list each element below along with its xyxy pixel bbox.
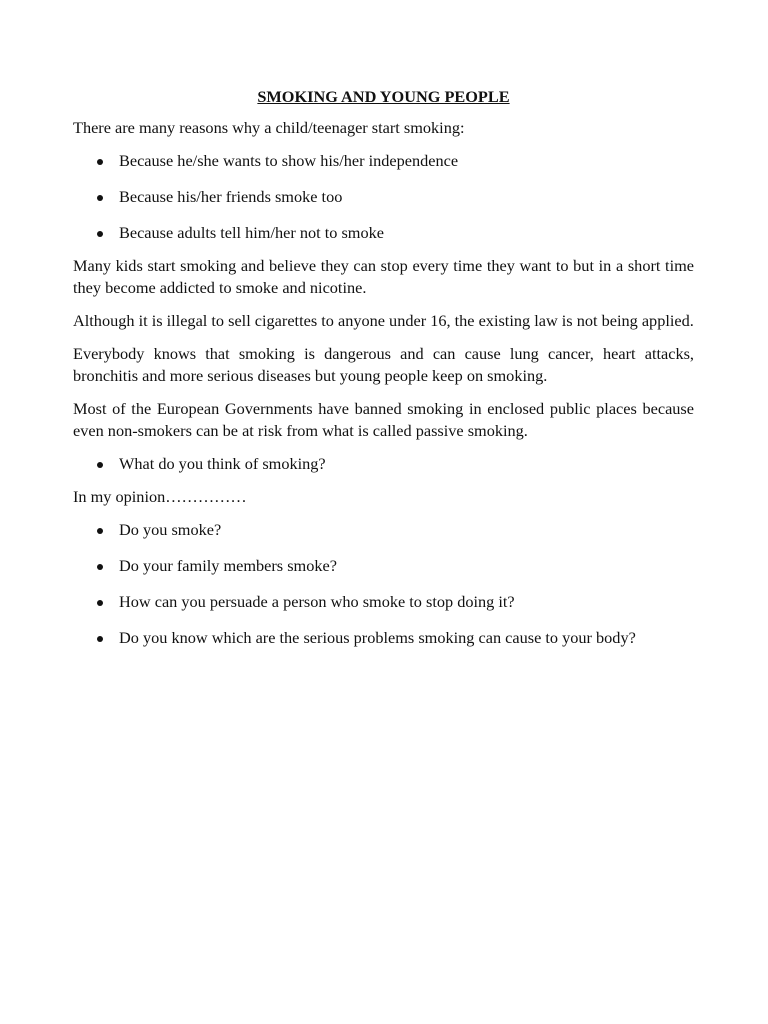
list-item — [73, 555, 694, 577]
list-item-text: Because he/she wants to show his/her independence — [119, 151, 459, 170]
bullet-icon — [97, 600, 103, 606]
list-item — [73, 519, 694, 541]
intro-paragraph: There are many reasons why a child/teenager start smoking: — [73, 118, 465, 137]
list-item-text: Do you smoke? — [119, 520, 222, 539]
bullet-icon — [97, 231, 103, 237]
list-item-text: Do your family members smoke? — [119, 556, 337, 575]
list-item-text: Do you know which are the serious problems smoking can cause to your body? — [119, 628, 636, 647]
list-item — [73, 222, 694, 244]
body-paragraph: Although it is illegal to sell cigarettes to anyone under 16, the existing law is not being applied. — [73, 311, 694, 330]
document-page — [73, 86, 694, 663]
list-item — [73, 591, 694, 613]
page-title: SMOKING AND YOUNG PEOPLE — [257, 87, 510, 106]
list-item — [73, 150, 694, 172]
body-paragraph: Most of the European Governments have banned smoking in enclosed public places because even non-smokers can be at risk from what is called passive smoking. — [73, 399, 694, 440]
bullet-icon — [97, 564, 103, 570]
list-item-text: How can you persuade a person who smoke to stop doing it? — [119, 592, 515, 611]
list-item-text: Because his/her friends smoke too — [119, 187, 343, 206]
bullet-icon — [97, 159, 103, 165]
list-item-text: Because adults tell him/her not to smoke — [119, 223, 384, 242]
bullet-icon — [97, 528, 103, 534]
opinion-question-list — [73, 453, 694, 475]
list-item — [73, 627, 694, 649]
bullet-icon — [97, 462, 103, 468]
reasons-list — [73, 150, 694, 244]
body-paragraph: Everybody knows that smoking is dangerous and can cause lung cancer, heart attacks, bronchitis and more serious diseases but young people keep on smoking. — [73, 344, 694, 385]
opinion-prompt: In my opinion…………… — [73, 487, 247, 506]
bullet-icon — [97, 636, 103, 642]
questions-list — [73, 519, 694, 649]
body-paragraph: Many kids start smoking and believe they can stop every time they want to but in a short time they become addicted to smoke and nicotine. — [73, 256, 694, 297]
bullet-icon — [97, 195, 103, 201]
list-item — [73, 186, 694, 208]
list-item-text: What do you think of smoking? — [119, 454, 326, 473]
list-item — [73, 453, 694, 475]
